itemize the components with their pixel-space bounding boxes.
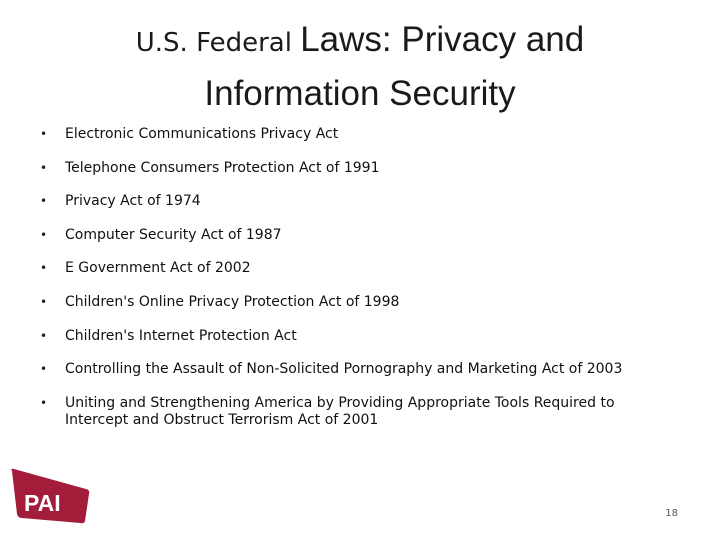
bullet-item: • Uniting and Strengthening America by Providing Appropriate Tools Required to Intercept and Obstruct Terrorism Act of 2001	[38, 395, 678, 429]
bullet-item: • Privacy Act of 1974	[38, 193, 678, 210]
bullet-item: • Controlling the Assault of Non-Solicited Pornography and Marketing Act of 2003	[38, 361, 678, 378]
title-line-2: Information Security	[204, 74, 516, 113]
bullet-item: • Electronic Communications Privacy Act	[38, 126, 678, 143]
title-part-small: U.S. Federal	[135, 28, 301, 58]
page-number: 18	[665, 508, 678, 519]
bullet-item: • Children's Online Privacy Protection Act of 1998	[38, 294, 678, 311]
bullet-item: • Children's Internet Protection Act	[38, 328, 678, 345]
bullet-item: • Telephone Consumers Protection Act of 1991	[38, 160, 678, 177]
logo-text: PAI	[24, 490, 61, 516]
slide-title	[40, 16, 680, 117]
title-part-large: Laws: Privacy and	[300, 20, 585, 59]
pai-logo	[6, 466, 90, 524]
bullet-item: • Computer Security Act of 1987	[38, 227, 678, 244]
bullet-item: • E Government Act of 2002	[38, 260, 678, 277]
title-line-1	[40, 16, 680, 70]
bullet-list	[38, 126, 678, 429]
